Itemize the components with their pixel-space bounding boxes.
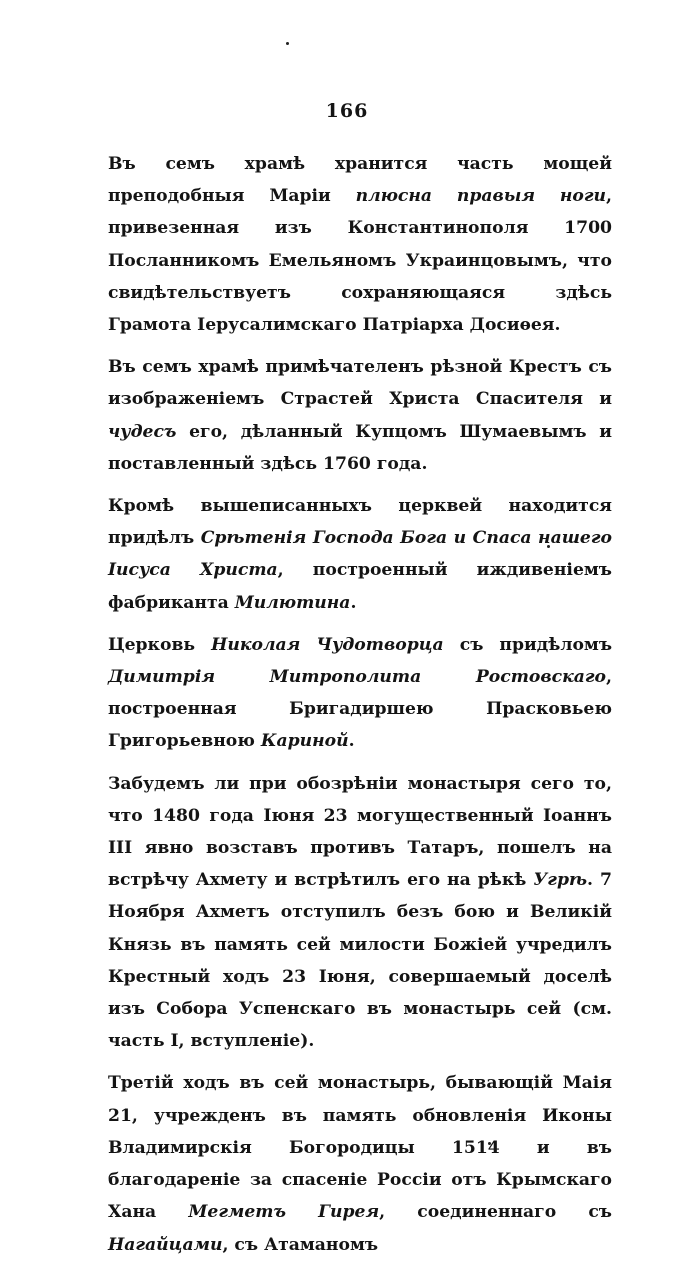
- text-run: , соединеннаго съ: [379, 1202, 612, 1223]
- paragraph: [108, 490, 612, 619]
- text-run: его, дѣланный Купцомъ Шумаевымъ и поставленный здѣсь 1760 года.: [108, 421, 612, 474]
- text-run: Третій ходъ въ сей монастырь, бывающій Маія 21, учрежденъ въ память обновленія Иконы Владимирскія Богородицы 1514 и въ благодареніе за спасеніе Россіи отъ Крымскаго Хана: [108, 1073, 612, 1223]
- paragraph: [108, 351, 612, 480]
- paragraph: [108, 768, 612, 1058]
- text-run-italic: чудесъ: [108, 421, 177, 442]
- body-text: [108, 148, 612, 1261]
- text-run: Забудемъ ли при обозрѣніи монастыря сего то, что 1480 года Іюня 23 могущественный Іоаннъ III явно возставъ противъ Татаръ, пошелъ на встрѣчу Ахмету и встрѣтилъ его на рѣкѣ: [108, 773, 612, 891]
- text-run: , построенная Бригадиршею Прасковьею Григорьевною: [108, 667, 612, 752]
- text-run: Церковь: [108, 634, 212, 655]
- text-run-italic: Димитрія Митрополита Ростовскаго: [108, 667, 607, 688]
- paragraph: [108, 148, 612, 341]
- text-run: Кромѣ вышеписанныхъ церквей находится придѣлъ: [108, 496, 612, 549]
- text-run: съ придѣломъ: [443, 634, 613, 655]
- text-run-italic: плюсна правыя ноги: [355, 186, 607, 207]
- text-run-italic: Мегметъ Гирея: [188, 1202, 380, 1223]
- text-run-italic: Кариной: [260, 731, 349, 752]
- paragraph: [108, 629, 612, 758]
- text-run: , съ Атаманомъ: [222, 1234, 379, 1255]
- text-run: Въ семъ храмѣ примѣчателенъ рѣзной Крестъ съ изображеніемъ Страстей Христа Спасителя и: [108, 357, 612, 410]
- print-speck: [286, 42, 289, 45]
- text-run-italic: Угрѣ: [533, 870, 588, 891]
- text-run-italic: Николая Чудотворца: [211, 634, 444, 655]
- text-run: . 7 Ноября Ахметъ отступилъ безъ бою и Великій Князь въ память сей милости Божіей учредилъ Крестный ходъ 23 Іюня, совершаемый доселѣ изъ Собора Успенскаго въ монастырь сей (см. часть I, вступленіе).: [108, 870, 612, 1052]
- text-run: .: [350, 592, 357, 613]
- text-run-italic: Нагайцами: [108, 1234, 223, 1255]
- page-number: 166: [325, 100, 369, 122]
- text-run: .: [348, 731, 355, 752]
- text-run-italic: Милютина: [234, 592, 351, 613]
- text-run: , привезенная изъ Константинополя 1700 Посланникомъ Емельяномъ Украинцовымъ, что свидѣтельствуетъ сохраняющаяся здѣсь Грамота Іерусалимскаго Патріарха Досиѳея.: [108, 186, 612, 336]
- text-run: Въ семъ храмѣ хранится часть мощей преподобныя Маріи: [108, 154, 612, 207]
- text-run-italic: Срѣтенія Господа Бога и Спаса нашего Іисуса Христа: [108, 528, 612, 581]
- text-run: , построенный иждивеніемъ фабриканта: [108, 560, 612, 613]
